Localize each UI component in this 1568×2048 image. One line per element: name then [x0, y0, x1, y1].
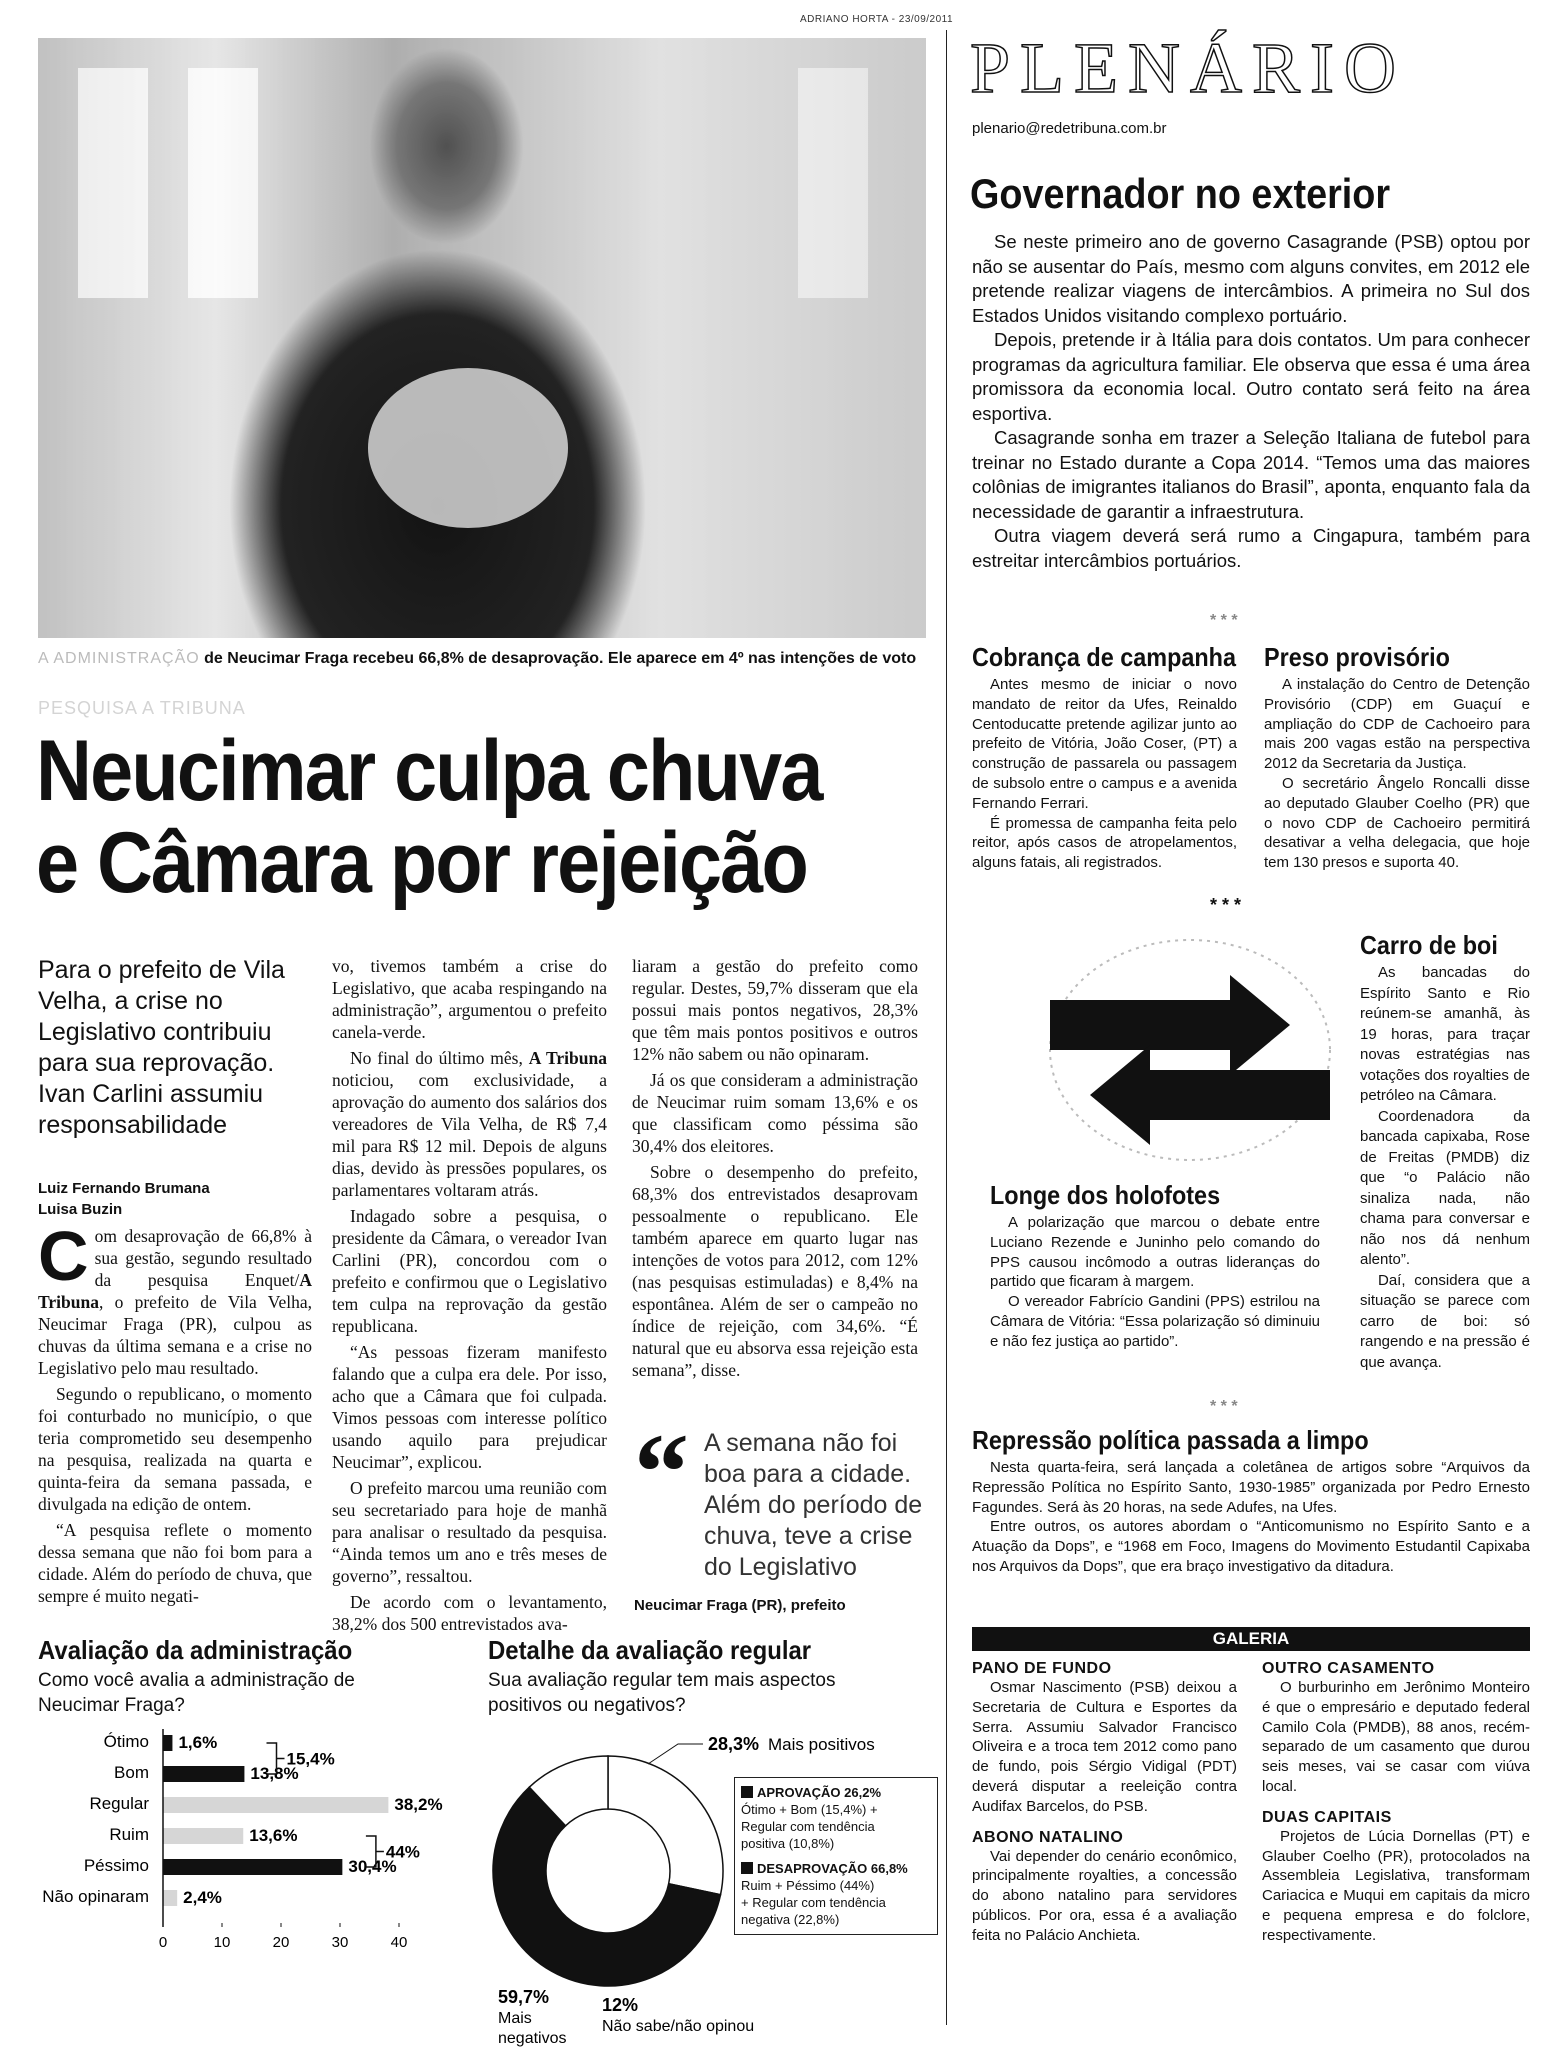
galeria-right: [1262, 1660, 1530, 1946]
col1-p1-bold: A Tribuna: [38, 1270, 312, 1312]
bar-value-label: 13,8%: [250, 1764, 299, 1783]
plenario-main-text: [972, 230, 1530, 573]
preso-title: Preso provisório: [1264, 642, 1450, 672]
legend-desaprovacao-line1: Ruim + Péssimo (44%): [741, 1878, 875, 1893]
preso-p2: O secretário Ângelo Roncalli disse ao deputado Glauber Coelho (PR) que o novo CDP de Cachoeiro permitirá desativar a velha delegacia, que hoje tem 130 presos e suporta 40.: [1264, 774, 1530, 872]
legend-aprovacao-line1: Ótimo + Bom (15,4%) +: [741, 1802, 878, 1817]
photo-hand: [368, 368, 568, 528]
section-email: plenario@redetribuna.com.br: [972, 120, 1167, 137]
legend-square-aprov: [741, 1786, 753, 1798]
longe-p2: O vereador Fabrício Gandini (PPS) estrilou na Câmara de Vitória: “Essa polarização só diminuiu e não fez justiça ao partido”.: [990, 1293, 1320, 1350]
bar-category-label: Ruim: [109, 1825, 149, 1844]
photo-window-1: [78, 68, 148, 298]
repressao-title: Repressão política passada a limpo: [972, 1425, 1369, 1455]
legend-aprovacao-line2: Regular com tendência: [741, 1819, 875, 1834]
stars-divider-2: * * *: [1210, 895, 1242, 915]
pie-label-nao-sabe: Não sabe/não opinou: [602, 2018, 755, 2035]
bar-x-tick-label: 0: [158, 1934, 168, 1951]
galeria-left: [972, 1660, 1237, 1946]
drop-cap: C: [38, 1217, 89, 1295]
pie-value-negativos: 59,7%: [498, 1987, 550, 2007]
pie-value-positivos: 28,3%: [708, 1734, 760, 1754]
bar-2: [163, 1797, 388, 1813]
pull-quote: A semana não foi boa para a cidade. Além do período de chuva, teve a crise do Legislativo: [704, 1429, 923, 1581]
carro-p2: Coordenadora da bancada capixaba, Rose de Freitas (PMDB) diz que “o Palácio não sinaliza nada, não chama para conversar e não nos dá nenhum alento”.: [1360, 1107, 1530, 1268]
photo-window-3: [798, 68, 868, 298]
cobranca-title: Cobrança de campanha: [972, 642, 1236, 672]
stars-divider-1: * * *: [1210, 612, 1238, 629]
arrow-right-icon: [1050, 975, 1290, 1075]
bar-category-label: Péssimo: [83, 1856, 149, 1875]
column-divider: [946, 30, 947, 2025]
photo-caption-text: de Neucimar Fraga recebeu 66,8% de desaprovação. Ele aparece em 4º nas intenções de voto: [204, 650, 917, 667]
lead-photo: [38, 38, 926, 638]
galeria-bar: [972, 1627, 1530, 1651]
col2-p6: De acordo com o levantamento, 38,2% dos 500 entrevistados ava-: [332, 1592, 607, 1634]
group-label: 15,4%: [286, 1749, 335, 1769]
col2-p2-lead: No final do último mês,: [350, 1048, 523, 1068]
pie-leader-positivos: [648, 1744, 703, 1764]
cobranca-p1: Antes mesmo de iniciar o novo mandato de reitor da Ufes, Reinaldo Centoducatte pretende agilizar junto ao prefeito de Vitória, João Coser, (PT) a construção de passarela ou passagem de subsolo entre o campus e a avenida Fernando Ferrari.: [972, 676, 1237, 812]
pull-quote-box: [634, 1411, 924, 1614]
legend-desaprovacao-line3: negativa (22,8%): [741, 1912, 840, 1927]
col2-p1: vo, tivemos também a crise do Legislativo, que acaba respingando na administração”, argumentou o prefeito canela-verde.: [332, 956, 607, 1042]
bar-x-tick-label: 30: [331, 1934, 349, 1951]
article-col-3: [632, 955, 918, 1385]
bar-chart-block: [38, 1635, 478, 2020]
photo-caption-faded: A ADMINISTRAÇÃO: [38, 650, 200, 667]
legend-desaprovacao-title: DESAPROVAÇÃO 66,8%: [757, 1861, 908, 1876]
col3-p2: Já os que consideram a administração de Neucimar ruim somam 13,6% e os que classificam como péssima são 30,4% dos eleitores.: [632, 1070, 918, 1156]
legend-aprovacao-title: APROVAÇÃO 26,2%: [757, 1785, 882, 1800]
carro-p3: Daí, considera que a situação se parece com carro de boi: só rangendo e na pressão é que avança.: [1360, 1271, 1530, 1371]
bar-value-label: 13,6%: [249, 1826, 298, 1845]
col1-p1-lead: om desaprovação de 66,8% à sua gestão, segundo resultado da pesquisa Enquet/: [94, 1226, 312, 1290]
col3-p1: liaram a gestão do prefeito como regular. Destes, 59,7% disseram que ela possui mais pontos negativos, 28,3% que têm mais pontos positivos e outros 12% não sabem ou não opinaram.: [632, 956, 918, 1064]
col1-p3: “A pesquisa reflete o momento dessa semana que não foi bom para a cidade. Além do período de chuva, que sempre é muito negati-: [38, 1520, 312, 1606]
article-col-1: [38, 1217, 312, 1611]
capitais-text: Projetos de Lúcia Dornellas (PT) e Glauber Coelho (PR), protocolados na Assembleia Legislativa, transformam Cariacica e Muqui em capitais da micro e pequena empresa e do folclore, respectivamente.: [1262, 1827, 1530, 1944]
carro-block: [1360, 930, 1530, 1373]
bar-chart-subtitle: Como você avalia a administração de Neucimar Fraga?: [38, 1670, 355, 1716]
deck: Para o prefeito de Vila Velha, a crise no Legislativo contribuiu para sua reprovação. Ivan Carlini assumiu responsabilidade: [38, 956, 285, 1139]
bar-4: [163, 1859, 342, 1875]
pie-label-negativos: negativos: [498, 2030, 567, 2047]
carro-title: Carro de boi: [1360, 930, 1498, 960]
photo-credit: ADRIANO HORTA - 23/09/2011: [800, 14, 954, 25]
col3-p3: Sobre o desempenho do prefeito, 68,3% dos entrevistados desaprovam pessoalmente o republicano. Ele também aparece em quarto lugar nas intenções de votos para 2012, com 12% (nas pesquisas estimuladas) e 8,4% na espontânea. Além de ser o campeão no índice de rejeição, com 34,6%. “É natural que eu absorva essa rejeição esta semana”, disse.: [632, 1162, 918, 1380]
kicker: PESQUISA A TRIBUNA: [38, 698, 246, 718]
abono-text: Vai depender do cenário econômico, principalmente royalties, a concessão do abono natalino para servidores públicos. Por ora, essa é a avaliação feita no Palácio Anchieta.: [972, 1847, 1237, 1944]
pie-value-nao-sabe: 12%: [602, 1995, 639, 2015]
byline-2: Luisa Buzin: [38, 1201, 123, 1218]
stars-divider-3: * * *: [1210, 1398, 1238, 1415]
pie-legend: [734, 1777, 938, 1935]
bar-category-label: Bom: [114, 1763, 149, 1782]
cobranca-block: [972, 642, 1237, 873]
group-label: 44%: [385, 1842, 420, 1862]
pie-chart-title: Detalhe da avaliação regular: [488, 1635, 812, 1665]
bar-value-label: 1,6%: [178, 1733, 218, 1752]
col2-p5: O prefeito marcou uma reunião com seu secretariado para hoje de manhã para analisar o resultado da pesquisa. “Ainda temos um ano e três meses de governo”, ressaltou.: [332, 1478, 607, 1586]
bar-x-tick-label: 10: [213, 1934, 231, 1951]
plenario-p1: Se neste primeiro ano de governo Casagrande (PSB) optou por não se ausentar do País, mesmo com alguns convites, em 2012 ele pretende realizar viagens de intercâmbios. A primeira no Sul dos Estados Unidos visitando complexo portuário.: [972, 231, 1530, 326]
plenario-headline: Governador no exterior: [970, 170, 1391, 217]
bar-chart-title: Avaliação da administração: [38, 1635, 353, 1665]
bar-category-label: Ótimo: [103, 1732, 149, 1751]
carro-p1: As bancadas do Espírito Santo e Rio reúnem-se amanhã, às 19 horas, para traçar novas estratégias nas votações dos royalties de petróleo na Câmara.: [1360, 964, 1530, 1104]
col2-p3: Indagado sobre a pesquisa, o presidente da Câmara, o vereador Ivan Carlini (PR), concordou com o prefeito e confirmou que o Legislativo tem culpa na reprovação da gestão republicana.: [332, 1206, 607, 1336]
bar-value-label: 2,4%: [183, 1888, 222, 1907]
section-title: PLENÁRIO: [970, 28, 1406, 108]
col2-p2-bold: A Tribuna: [528, 1048, 607, 1068]
preso-block: [1264, 642, 1530, 873]
legend-desaprovacao-line2: + Regular com tendência: [741, 1895, 886, 1910]
photo-caption: [38, 650, 938, 668]
bar-5: [163, 1890, 177, 1906]
bar-chart: [38, 1717, 478, 2017]
longe-block: [990, 1180, 1320, 1352]
preso-p1: A instalação do Centro de Detenção Provisório (CDP) em Guaçuí e ampliação do CDP de Cachoeiro para mais 200 vagas estão na perspectiva 2012 da Secretaria da Justiça.: [1264, 676, 1530, 773]
repressao-p1: Nesta quarta-feira, será lançada a coletânea de artigos sobre “Arquivos da Repressão Política no Espírito Santo, 1930-1985” organizada por Pedro Ernesto Fagundes. Será às 20 horas, na sede Adufes, na Ufes.: [972, 1459, 1530, 1516]
bar-x-tick-label: 40: [390, 1934, 408, 1951]
longe-p1: A polarização que marcou o debate entre Luciano Rezende e Juninho pelo comando do PPS causou incômodo a outras lideranças do partido que ficaram à margem.: [990, 1214, 1320, 1291]
pie-chart-block: [488, 1635, 928, 2047]
bar-value-label: 38,2%: [394, 1795, 443, 1814]
col1-p2: Segundo o republicano, o momento foi conturbado no município, o que teria comprometido seu desempenho na pesquisa, realizada na quarta e quinta-feira da semana passada, e divulgada na edição de ontem.: [38, 1384, 312, 1514]
casamento-title: OUTRO CASAMENTO: [1262, 1660, 1435, 1677]
col2-p4: “As pessoas fizeram manifesto falando que a culpa era dele. Por isso, acho que a Câmara que foi culpada. Vimos pessoas com interesse político usando aquilo para prejudicar Neucimar”, explicou.: [332, 1342, 607, 1472]
bar-3: [163, 1828, 243, 1844]
bar-category-label: Regular: [89, 1794, 149, 1813]
headline: [36, 725, 846, 909]
pie-chart-subtitle: Sua avaliação regular tem mais aspectos positivos ou negativos?: [488, 1670, 836, 1716]
cobranca-p2: É promessa de campanha feita pelo reitor, após casos de atropelamentos, alguns fatais, ali registrados.: [972, 814, 1237, 872]
legend-square-desaprov: [741, 1862, 753, 1874]
quote-open-icon: “: [634, 1411, 689, 1533]
byline-1: Luiz Fernando Brumana: [38, 1180, 210, 1197]
col1-p1-rest: , o prefeito de Vila Velha, Neucimar Fraga (PR), culpou as chuvas da última semana e a crise no Legislativo pelo mau resultado.: [38, 1292, 312, 1378]
plenario-p2: Depois, pretende ir à Itália para dois contatos. Um para conhecer programas da agricultura familiar. Ele observa que essa é uma área promissora da economia local. Outro contato será feito na área esportiva.: [972, 329, 1530, 424]
bar-value-label: 30,4%: [348, 1857, 397, 1876]
bar-category-label: Não opinaram: [42, 1887, 149, 1906]
pie-label-mais: Mais: [498, 2010, 532, 2027]
repressao-p2: Entre outros, os autores abordam o “Anticomunismo no Espírito Santo e a Atuação da Dops”, e “1968 em Foco, Imagens do Movimento Estudantil Capixaba nos Arquivos da Dops”, que era braço investigativo da ditadura.: [972, 1518, 1530, 1575]
headline-line1: Neucimar culpa chuva: [36, 723, 822, 819]
headline-line2: e Câmara por rejeição: [36, 815, 808, 911]
pano-title: PANO DE FUNDO: [972, 1660, 1112, 1677]
legend-aprovacao-line3: positiva (10,8%): [741, 1836, 835, 1851]
pie-slice-0: [608, 1756, 723, 1895]
article-col-2: [332, 955, 607, 1639]
bylines: [38, 1178, 308, 1220]
casamento-text: O burburinho em Jerônimo Monteiro é que o empresário e deputado federal Camilo Cola (PMDB), 88 anos, recém-separado de um casamento que durou seis meses, vai se casar com viúva local.: [1262, 1679, 1530, 1795]
arrow-left-icon: [1090, 1045, 1330, 1145]
plenario-p3: Casagrande sonha em trazer a Seleção Italiana de futebol para treinar no Estado durante a Copa 2014. “Temos uma das maiores colônias de imigrantes italianos do Brasil”, aponta, enquanto fala da necessidade de garantir a infraestrutura.: [972, 427, 1530, 522]
plenario-p4: Outra viagem deverá será rumo a Cingapura, também para estreitar intercâmbios portuários.: [972, 525, 1530, 571]
bar-1: [163, 1766, 244, 1782]
repressao-block: [972, 1425, 1530, 1577]
col2-p2-rest: noticiou, com exclusividade, a aprovação do aumento dos salários dos vereadores de Vila Velha, de R$ 7,4 mil para R$ 12 mil. Depois de alguns dias, devido às pressões populares, os parlamentares voltaram atrás.: [332, 1070, 607, 1200]
pull-quote-attrib: Neucimar Fraga (PR), prefeito: [634, 1597, 846, 1614]
pie-label-positivos: Mais positivos: [768, 1735, 875, 1754]
longe-title: Longe dos holofotes: [990, 1180, 1221, 1210]
galeria-title: GALERIA: [1212, 1629, 1290, 1648]
bar-x-tick-label: 20: [272, 1934, 290, 1951]
capitais-title: DUAS CAPITAIS: [1262, 1808, 1392, 1826]
photo-window-2: [188, 68, 258, 298]
pano-text: Osmar Nascimento (PSB) deixou a Secretaria de Cultura e Esportes da Serra. Assumiu Salvador Francisco Oliveira e a troca tem 2012 como pano de fundo, pois Sérgio Vidigal (PDT) deverá disputar a reeleição contra Audifax Barcelos, do PSB.: [972, 1679, 1237, 1815]
abono-title: ABONO NATALINO: [972, 1828, 1124, 1846]
bar-0: [163, 1735, 172, 1751]
arrows-illustration: [1040, 930, 1340, 1170]
